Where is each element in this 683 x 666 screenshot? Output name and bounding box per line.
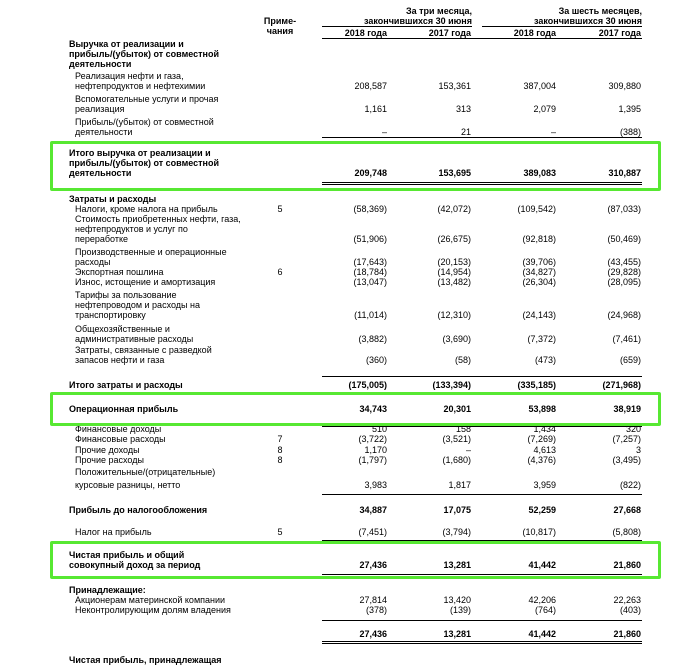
value-2017-q: 17,075 [443,505,471,515]
value-2017-h: (5,808) [612,527,641,537]
rule [322,620,642,621]
row-label: Вспомогательные услуги и прочая [75,94,219,104]
row-label: деятельности [69,168,132,178]
value-2017-q: (3,690) [442,334,471,344]
value-2018-h: (7,372) [527,334,556,344]
statement-row [0,480,683,491]
statement-row [0,81,683,92]
value-2017-h: 22,263 [613,595,641,605]
value-2018-h: 42,206 [528,595,556,605]
value-2018-q: (17,643) [353,257,387,267]
six-months-rule [482,26,642,27]
row-label: Акционерам материнской компании [75,595,226,605]
row-note: 5 [277,527,283,537]
value-2017-q: 153,361 [438,81,471,91]
value-2017-h: (388) [619,127,641,137]
row-label: Прибыль/(убыток) от совместной [75,117,214,127]
value-2017-h: 27,668 [613,505,641,515]
six-months-header: За шесть месяцев, закончившихся 30 июня [534,6,642,26]
value-2017-h: 21,860 [613,560,641,570]
row-label: нефтепродуктов и нефтехимии [75,81,206,91]
value-2018-q: 27,436 [359,560,387,570]
statement-row [0,355,683,366]
value-2018-q: 208,587 [354,81,387,91]
value-2017-h: 310,887 [608,168,641,178]
value-2017-h: (28,095) [607,277,641,287]
value-2018-h: 389,083 [523,168,556,178]
value-2018-h: (92,818) [522,234,556,244]
value-2017-q: (3,521) [442,434,471,444]
value-2017-h: (43,455) [607,257,641,267]
statement-row [0,59,683,70]
row-label: расходы [75,257,111,267]
value-2017-h: (29,828) [607,267,641,277]
value-2017-q: (12,310) [437,310,471,320]
row-label: Экспортная пошлина [75,267,164,277]
value-2018-q: 510 [371,424,387,434]
rule [322,137,642,138]
value-2018-h: 41,442 [528,629,556,639]
value-2017-h: (7,461) [612,334,641,344]
rule [322,643,642,644]
row-note: 5 [277,204,283,214]
value-2018-q: 1,161 [364,104,387,114]
row-label: деятельности [69,59,132,69]
value-2017-q: (58) [454,355,471,365]
row-label: Производственные и операционные [75,247,227,257]
col-2017-h: 2017 года [598,28,641,38]
value-2018-h: (24,143) [522,310,556,320]
value-2018-q: (13,047) [353,277,387,287]
row-label: Чистая прибыль и общий [69,550,185,560]
row-label: прибыль/(убыток) от совместной [69,158,220,168]
statement-row [0,434,683,445]
row-label: Тарифы за пользование [75,290,177,300]
value-2017-h: 309,880 [608,81,641,91]
row-label: Выручка от реализации и [69,39,184,49]
value-2017-q: (26,675) [437,234,471,244]
col-2018-q: 2018 года [344,28,387,38]
value-2018-q: (1,797) [358,455,387,465]
highlight-net-profit [50,541,661,579]
value-2018-q: (18,784) [353,267,387,277]
three-months-header: За три месяца, закончившихся 30 июня [364,6,472,26]
row-label: Стоимость приобретенных нефти, газа, [75,214,241,224]
statement-row [0,380,683,391]
value-2017-h: (271,968) [602,380,641,390]
value-2018-q: – [381,127,387,137]
value-2018-q: 27,436 [359,629,387,639]
value-2018-h: – [550,127,556,137]
value-2017-q: 153,695 [438,168,471,178]
value-2017-q: (42,072) [437,204,471,214]
row-label: курсовые разницы, нетто [75,480,181,490]
row-note: 6 [277,267,283,277]
value-2018-h: 52,259 [528,505,556,515]
value-2018-h: (39,706) [522,257,556,267]
statement-row [0,277,683,288]
value-2018-h: (335,185) [517,380,556,390]
row-label: административные расходы [75,334,194,344]
value-2018-q: 209,748 [354,168,387,178]
value-2018-h: 4,613 [533,445,556,455]
value-2017-q: (133,394) [432,380,471,390]
highlight-operating-profit [50,392,661,426]
value-2018-h: 41,442 [528,560,556,570]
value-2018-q: 27,814 [359,595,387,605]
col-2017-q: 2017 года [428,28,471,38]
value-2018-h: 1,434 [533,424,556,434]
row-label: Затраты, связанные с разведкой [75,345,212,355]
row-label: Прочие расходы [75,455,144,465]
value-2018-h: (764) [534,605,556,615]
rule [322,376,642,377]
row-label: переработке [75,234,129,244]
value-2018-q: (51,906) [353,234,387,244]
value-2017-q: 13,281 [443,629,471,639]
row-label: Налоги, кроме налога на прибыль [75,204,218,214]
row-label: реализация [75,104,125,114]
value-2018-h: 53,898 [528,404,556,414]
row-label: запасов нефти и газа [75,355,165,365]
value-2018-q: (378) [365,605,387,615]
col-2018-h: 2018 года [513,28,556,38]
value-2018-q: 34,887 [359,505,387,515]
statement-row [0,605,683,616]
value-2017-q: (139) [449,605,471,615]
row-note: 8 [277,445,283,455]
value-2018-q: 34,743 [359,404,387,414]
statement-row [0,527,683,538]
value-2017-q: 158 [455,424,471,434]
row-label: Прибыль до налогообложения [69,505,208,515]
row-label: деятельности [75,127,133,137]
value-2017-q: – [465,445,471,455]
row-label: прибыль/(убыток) от совместной [69,49,220,59]
value-2017-q: 21 [460,127,471,137]
row-label: нефтепродуктов и услуг по [75,224,188,234]
value-2018-q: (7,451) [358,527,387,537]
value-2017-q: 313 [455,104,471,114]
value-2018-h: 3,959 [533,480,556,490]
row-note: 7 [277,434,283,444]
row-label: Чистая прибыль, принадлежащая [69,655,222,665]
value-2018-h: (10,817) [522,527,556,537]
value-2017-h: 1,395 [618,104,641,114]
value-2018-h: (4,376) [527,455,556,465]
value-2018-h: 387,004 [523,81,556,91]
value-2017-h: (403) [619,605,641,615]
value-2017-q: (3,794) [442,527,471,537]
statement-row [0,455,683,466]
statement-row [0,467,683,478]
value-2017-h: (24,968) [607,310,641,320]
value-2017-h: (822) [619,480,641,490]
row-label: Налог на прибыль [75,527,152,537]
statement-row [0,334,683,345]
statement-row [0,104,683,115]
row-label: Затраты и расходы [69,194,157,204]
value-2018-h: (109,542) [517,204,556,214]
row-label: Финансовые расходы [75,434,166,444]
row-label: Реализация нефти и газа, [75,71,184,81]
value-2017-h: (7,257) [612,434,641,444]
value-2018-h: (34,827) [522,267,556,277]
row-label: Неконтролирующим долям владения [75,605,231,615]
row-label: нефтепроводом и расходы на [75,300,200,310]
statement-row [0,505,683,516]
rule [322,426,642,427]
value-2017-h: 38,919 [613,404,641,414]
row-label: Прочие доходы [75,445,140,455]
value-2017-h: (659) [619,355,641,365]
row-label: транспортировку [75,310,146,320]
row-label: Операционная прибыль [69,404,179,414]
row-label: Общехозяйственные и [75,324,170,334]
notes-header: Приме- чания [263,16,297,36]
value-2017-q: (20,153) [437,257,471,267]
value-2018-h: 2,079 [533,104,556,114]
value-2017-h: 21,860 [613,629,641,639]
value-2017-q: 1,817 [448,480,471,490]
value-2018-h: (26,304) [522,277,556,287]
row-label: Принадлежащие: [69,585,146,595]
value-2018-h: (7,269) [527,434,556,444]
value-2018-q: (175,005) [348,380,387,390]
statement-row [0,629,683,640]
row-label: Итого выручка от реализации и [69,148,211,158]
value-2017-q: 20,301 [443,404,471,414]
row-label: Износ, истощение и амортизация [75,277,216,287]
value-2017-h: 3 [635,445,641,455]
value-2017-q: (14,954) [437,267,471,277]
statement-row [0,234,683,245]
value-2018-h: (473) [534,355,556,365]
value-2018-q: (58,369) [353,204,387,214]
value-2018-q: (360) [365,355,387,365]
value-2017-q: (13,482) [437,277,471,287]
highlight-total-revenue [50,141,661,191]
value-2018-q: (3,722) [358,434,387,444]
value-2018-q: 1,170 [364,445,387,455]
row-label: совокупный доход за период [69,560,201,570]
statement-row [0,655,683,666]
three-months-rule [322,26,472,27]
rule [322,641,642,642]
row-label: Финансовые доходы [75,424,162,434]
value-2017-q: (1,680) [442,455,471,465]
value-2018-q: 3,983 [364,480,387,490]
value-2017-h: (50,469) [607,234,641,244]
rule [322,494,642,495]
row-label: Итого затраты и расходы [69,380,183,390]
value-2017-h: 320 [625,424,641,434]
row-note: 8 [277,455,283,465]
value-2018-q: (3,882) [358,334,387,344]
value-2017-q: 13,420 [443,595,471,605]
statement-row [0,310,683,321]
value-2017-q: 13,281 [443,560,471,570]
row-label: Положительные/(отрицательные) [75,467,216,477]
value-2017-h: (3,495) [612,455,641,465]
value-2017-h: (87,033) [607,204,641,214]
value-2018-q: (11,014) [354,310,387,320]
